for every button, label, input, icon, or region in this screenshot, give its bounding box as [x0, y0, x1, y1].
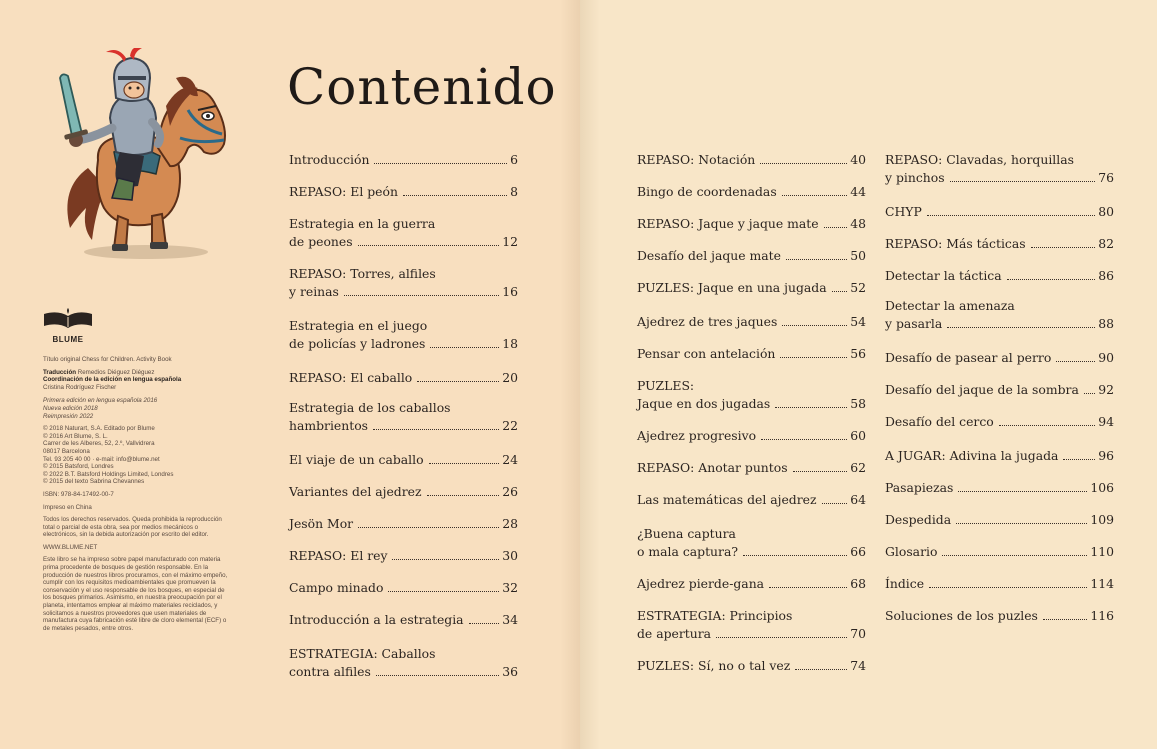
toc-entry-title: Jesön Mor	[289, 516, 354, 531]
printed-in: Impreso en China	[43, 503, 92, 511]
toc-entry-title: ESTRATEGIA: Caballos	[289, 646, 436, 661]
toc-page-number: 62	[850, 460, 866, 475]
toc-entry[interactable]	[289, 152, 518, 170]
toc-page-number: 66	[850, 544, 866, 559]
toc-page-number: 80	[1098, 204, 1114, 219]
toc-page-number: 58	[850, 396, 866, 411]
toc-entry[interactable]	[289, 266, 518, 302]
toc-entry-title: PUZLES: Jaque en una jugada	[637, 280, 827, 295]
toc-page-number: 90	[1098, 350, 1114, 365]
dot-leader	[1043, 619, 1087, 620]
original-title: Título original Chess for Children. Activity Book	[43, 356, 172, 363]
toc-page-number: 52	[850, 280, 866, 295]
toc-entry[interactable]	[885, 512, 1114, 530]
copyright-line: © 2016 Art Blume, S. L.	[43, 432, 108, 440]
toc-entry[interactable]	[289, 370, 518, 388]
toc-entry-title: REPASO: Torres, alfiles	[289, 266, 436, 281]
toc-entry[interactable]	[637, 314, 866, 332]
toc-entry[interactable]	[637, 152, 866, 170]
toc-entry[interactable]	[637, 460, 866, 478]
toc-page-number: 22	[502, 418, 518, 433]
page-title: Contenido	[287, 58, 557, 116]
edition-line: Reimpresión 2022	[43, 412, 94, 420]
toc-entry[interactable]	[637, 216, 866, 234]
publisher-logo	[40, 308, 96, 344]
copyright-line: Carrer de les Alberes, 52, 2.º, Vallvidrera	[43, 440, 155, 448]
copyright-line: © 2022 B.T. Batsford Holdings Limited, Londres	[43, 470, 174, 478]
toc-entry-title: Índice	[885, 576, 925, 591]
toc-entry-title: de policías y ladrones	[289, 336, 426, 351]
dot-leader	[824, 227, 848, 228]
toc-entry-title: REPASO: Jaque y jaque mate	[637, 216, 819, 231]
toc-entry-title: Estrategia en la guerra	[289, 216, 436, 231]
toc-entry[interactable]	[637, 378, 866, 414]
toc-page-number: 24	[502, 452, 518, 467]
dot-leader	[786, 259, 847, 260]
toc-entry[interactable]	[289, 184, 518, 202]
toc-page-number: 106	[1090, 480, 1114, 495]
dot-leader	[427, 495, 500, 496]
toc-page-number: 44	[850, 184, 866, 199]
toc-entry-title: Ajedrez pierde-gana	[637, 576, 765, 591]
toc-entry-title: Soluciones de los puzles	[885, 608, 1038, 623]
toc-entry-title: Introducción	[289, 152, 370, 167]
toc-page-number: 86	[1098, 268, 1114, 283]
toc-entry-title: Bingo de coordenadas	[637, 184, 777, 199]
copyright-line: Tel. 93 205 40 00 · e-mail: info@blume.net	[43, 455, 160, 463]
dot-leader	[358, 245, 500, 246]
toc-page-number: 48	[850, 216, 866, 231]
toc-page-number: 60	[850, 428, 866, 443]
knight-on-horse-illustration	[48, 48, 238, 263]
dot-leader	[417, 381, 499, 382]
toc-entry[interactable]	[885, 480, 1114, 498]
dot-leader	[942, 555, 1087, 556]
toc-entry-title: y pasarla	[885, 316, 943, 331]
toc-page-number: 94	[1098, 414, 1114, 429]
toc-entry-title: A JUGAR: Adivina la jugada	[885, 448, 1059, 463]
logo-text: BLUME	[52, 335, 84, 344]
toc-entry[interactable]	[637, 428, 866, 446]
toc-entry-title: Desafío del cerco	[885, 414, 994, 429]
dot-leader	[782, 325, 847, 326]
dot-leader	[780, 357, 847, 358]
toc-entry[interactable]	[289, 318, 518, 354]
dot-leader	[956, 523, 1087, 524]
dot-leader	[469, 623, 500, 624]
rights-notice: Todos los derechos reservados. Queda prohibida la reproducción total o parcial de esta obra, sea por medios mecánicos o electrónicos, sin la debida autorización por escrito del editor.	[43, 516, 222, 539]
toc-entry[interactable]	[637, 608, 866, 644]
toc-page-number: 88	[1098, 316, 1114, 331]
toc-page-number: 92	[1098, 382, 1114, 397]
toc-entry-title: REPASO: Clavadas, horquillas	[885, 152, 1074, 167]
toc-page-number: 6	[510, 152, 518, 167]
toc-entry-title: o mala captura?	[637, 544, 738, 559]
toc-entry[interactable]	[885, 152, 1114, 188]
toc-entry[interactable]	[289, 516, 518, 534]
toc-page-number: 34	[502, 612, 518, 627]
copyright-line: © 2015 del texto Sabrina Chevannes	[43, 478, 145, 486]
open-book-icon	[40, 308, 96, 330]
toc-entry-title: Glosario	[885, 544, 938, 559]
toc-entry-title: contra alfiles	[289, 664, 371, 679]
dot-leader	[1056, 361, 1095, 362]
toc-entry-title: de peones	[289, 234, 353, 249]
toc-entry-title: Detectar la táctica	[885, 268, 1002, 283]
toc-entry[interactable]	[289, 216, 518, 252]
translator: Remedios Diéguez Diéguez	[77, 368, 155, 376]
toc-entry-title: Estrategia de los caballos	[289, 400, 451, 415]
toc-entry[interactable]	[637, 658, 866, 676]
toc-entry-title: Ajedrez progresivo	[637, 428, 757, 443]
toc-entry[interactable]	[637, 492, 866, 510]
dot-leader	[716, 637, 847, 638]
toc-entry[interactable]	[289, 646, 518, 682]
toc-entry-title: Estrategia en el juego	[289, 318, 428, 333]
toc-entry-title: Variantes del ajedrez	[289, 484, 422, 499]
toc-entry[interactable]	[637, 280, 866, 298]
dot-leader	[950, 181, 1096, 182]
toc-entry[interactable]	[885, 414, 1114, 432]
dot-leader	[761, 439, 847, 440]
copyright-line: 08017 Barcelona	[43, 447, 90, 455]
toc-page-number: 110	[1090, 544, 1114, 559]
toc-page-number: 12	[502, 234, 518, 249]
dot-leader	[1007, 279, 1096, 280]
dot-leader	[822, 503, 848, 504]
dot-leader	[947, 327, 1095, 328]
dot-leader	[376, 675, 499, 676]
dot-leader	[373, 429, 499, 430]
translation-label: Traducción	[43, 368, 77, 376]
toc-page-number: 16	[502, 284, 518, 299]
toc-page-number: 56	[850, 346, 866, 361]
toc-entry[interactable]	[637, 526, 866, 562]
toc-page-number: 8	[510, 184, 518, 199]
toc-entry-title: CHYP	[885, 204, 922, 219]
toc-entry-title: Introducción a la estrategia	[289, 612, 464, 627]
toc-page-number: 28	[502, 516, 518, 531]
toc-entry[interactable]	[289, 452, 518, 470]
dot-leader	[403, 195, 507, 196]
toc-page-number: 50	[850, 248, 866, 263]
toc-entry-title: Pasapiezas	[885, 480, 954, 495]
dot-leader	[358, 527, 499, 528]
dot-leader	[958, 491, 1087, 492]
eco-notice: Este libro se ha impreso sobre papel manufacturado con materia prima procedente de bosques de gestión responsable. En la producción de nuestros libros procuramos, con el máximo empeño, cumplir con los requisitos medioambientales que promueven la conservación y el uso responsable de los bosques, en especial de los bosques primarios. Asimismo, en nuestra preocupación por el planeta, intentamos emplear al máximo materiales reciclados, y solicitamos a nuestros proveedores que usen materiales de manufactura cuya fabricación esté libre de cloro elemental (ECF) o de metales pesados, entre otros.	[43, 556, 228, 632]
toc-page-number: 76	[1098, 170, 1114, 185]
toc-entry[interactable]	[289, 580, 518, 598]
coordination-label: Coordinación de la edición en lengua española	[43, 376, 182, 384]
toc-entry-title: Campo minado	[289, 580, 384, 595]
toc-entry-title: hambrientos	[289, 418, 369, 433]
toc-entry-title: El viaje de un caballo	[289, 452, 424, 467]
toc-entry[interactable]	[885, 268, 1114, 286]
toc-entry-title: Detectar la amenaza	[885, 298, 1015, 313]
toc-entry-title: Jaque en dos jugadas	[637, 396, 771, 411]
dot-leader	[760, 163, 847, 164]
toc-page-number: 64	[850, 492, 866, 507]
dot-leader	[430, 347, 499, 348]
toc-entry-title: REPASO: Más tácticas	[885, 236, 1026, 251]
isbn: ISBN: 978-84-17492-00-7	[43, 490, 114, 498]
dot-leader	[832, 291, 848, 292]
toc-entry[interactable]	[885, 236, 1114, 254]
dot-leader	[1084, 393, 1095, 394]
dot-leader	[769, 587, 847, 588]
colophon	[43, 356, 233, 637]
toc-entry[interactable]	[885, 608, 1114, 626]
toc-entry-title: y pinchos	[885, 170, 945, 185]
toc-entry[interactable]	[289, 612, 518, 630]
toc-page-number: 116	[1090, 608, 1114, 623]
toc-entry-title: PUZLES:	[637, 378, 695, 393]
dot-leader	[429, 463, 500, 464]
toc-entry[interactable]	[885, 576, 1114, 594]
toc-entry-title: REPASO: El caballo	[289, 370, 413, 385]
dot-leader	[795, 669, 847, 670]
toc-page-number: 96	[1098, 448, 1114, 463]
toc-entry-title: Desafío del jaque de la sombra	[885, 382, 1079, 397]
dot-leader	[344, 295, 499, 296]
toc-entry[interactable]	[885, 350, 1114, 368]
copyright-line: © 2018 Naturart, S.A. Editado por Blume	[43, 425, 155, 433]
toc-page-number: 32	[502, 580, 518, 595]
toc-page-number: 109	[1090, 512, 1114, 527]
toc-entry-title: Las matemáticas del ajedrez	[637, 492, 817, 507]
toc-entry[interactable]	[289, 548, 518, 566]
edition-line: Nueva edición 2018	[43, 404, 98, 412]
toc-entry[interactable]	[637, 248, 866, 266]
toc-entry-title: REPASO: Notación	[637, 152, 756, 167]
dot-leader	[929, 587, 1087, 588]
toc-entry[interactable]	[885, 382, 1114, 400]
toc-entry[interactable]	[885, 448, 1114, 466]
toc-page-number: 68	[850, 576, 866, 591]
toc-page-number: 36	[502, 664, 518, 679]
toc-page-number: 74	[850, 658, 866, 673]
toc-page-number: 82	[1098, 236, 1114, 251]
dot-leader	[1031, 247, 1096, 248]
toc-entry[interactable]	[637, 184, 866, 202]
dot-leader	[392, 559, 499, 560]
toc-page-number: 20	[502, 370, 518, 385]
toc-page-number: 54	[850, 314, 866, 329]
toc-entry[interactable]	[289, 484, 518, 502]
coordinator: Cristina Rodríguez Fischer	[43, 383, 117, 391]
toc-entry-title: REPASO: El peón	[289, 184, 398, 199]
toc-entry[interactable]	[885, 298, 1114, 334]
toc-entry-title: Ajedrez de tres jaques	[637, 314, 778, 329]
dot-leader	[775, 407, 847, 408]
toc-entry-title: Despedida	[885, 512, 952, 527]
dot-leader	[743, 555, 847, 556]
toc-entry-title: REPASO: El rey	[289, 548, 388, 563]
dot-leader	[782, 195, 848, 196]
dot-leader	[374, 163, 507, 164]
website: WWW.BLUME.NET	[43, 543, 98, 551]
toc-entry-title: Desafío de pasear al perro	[885, 350, 1052, 365]
toc-page-number: 26	[502, 484, 518, 499]
toc-page-number: 114	[1090, 576, 1114, 591]
toc-entry[interactable]	[637, 576, 866, 594]
dot-leader	[793, 471, 848, 472]
toc-entry-title: Desafío del jaque mate	[637, 248, 781, 263]
toc-entry-title: PUZLES: Sí, no o tal vez	[637, 658, 791, 673]
dot-leader	[927, 215, 1095, 216]
toc-page-number: 40	[850, 152, 866, 167]
toc-entry-title: de apertura	[637, 626, 712, 641]
toc-entry[interactable]	[637, 346, 866, 364]
toc-entry-title: ESTRATEGIA: Principios	[637, 608, 793, 623]
toc-entry-title: REPASO: Anotar puntos	[637, 460, 788, 475]
toc-page-number: 30	[502, 548, 518, 563]
dot-leader	[999, 425, 1095, 426]
toc-page-number: 18	[502, 336, 518, 351]
toc-entry-title: y reinas	[289, 284, 339, 299]
dot-leader	[388, 591, 499, 592]
toc-entry-title: ¿Buena captura	[637, 526, 736, 541]
edition-line: Primera edición en lengua española 2016	[43, 397, 158, 405]
toc-entry[interactable]	[885, 544, 1114, 562]
toc-entry[interactable]	[885, 204, 1114, 222]
dot-leader	[1063, 459, 1095, 460]
toc-entry-title: Pensar con antelación	[637, 346, 776, 361]
toc-entry[interactable]	[289, 400, 518, 436]
book-gutter	[560, 0, 600, 749]
toc-page-number: 70	[850, 626, 866, 641]
copyright-line: © 2015 Batsford, Londres	[43, 463, 114, 471]
